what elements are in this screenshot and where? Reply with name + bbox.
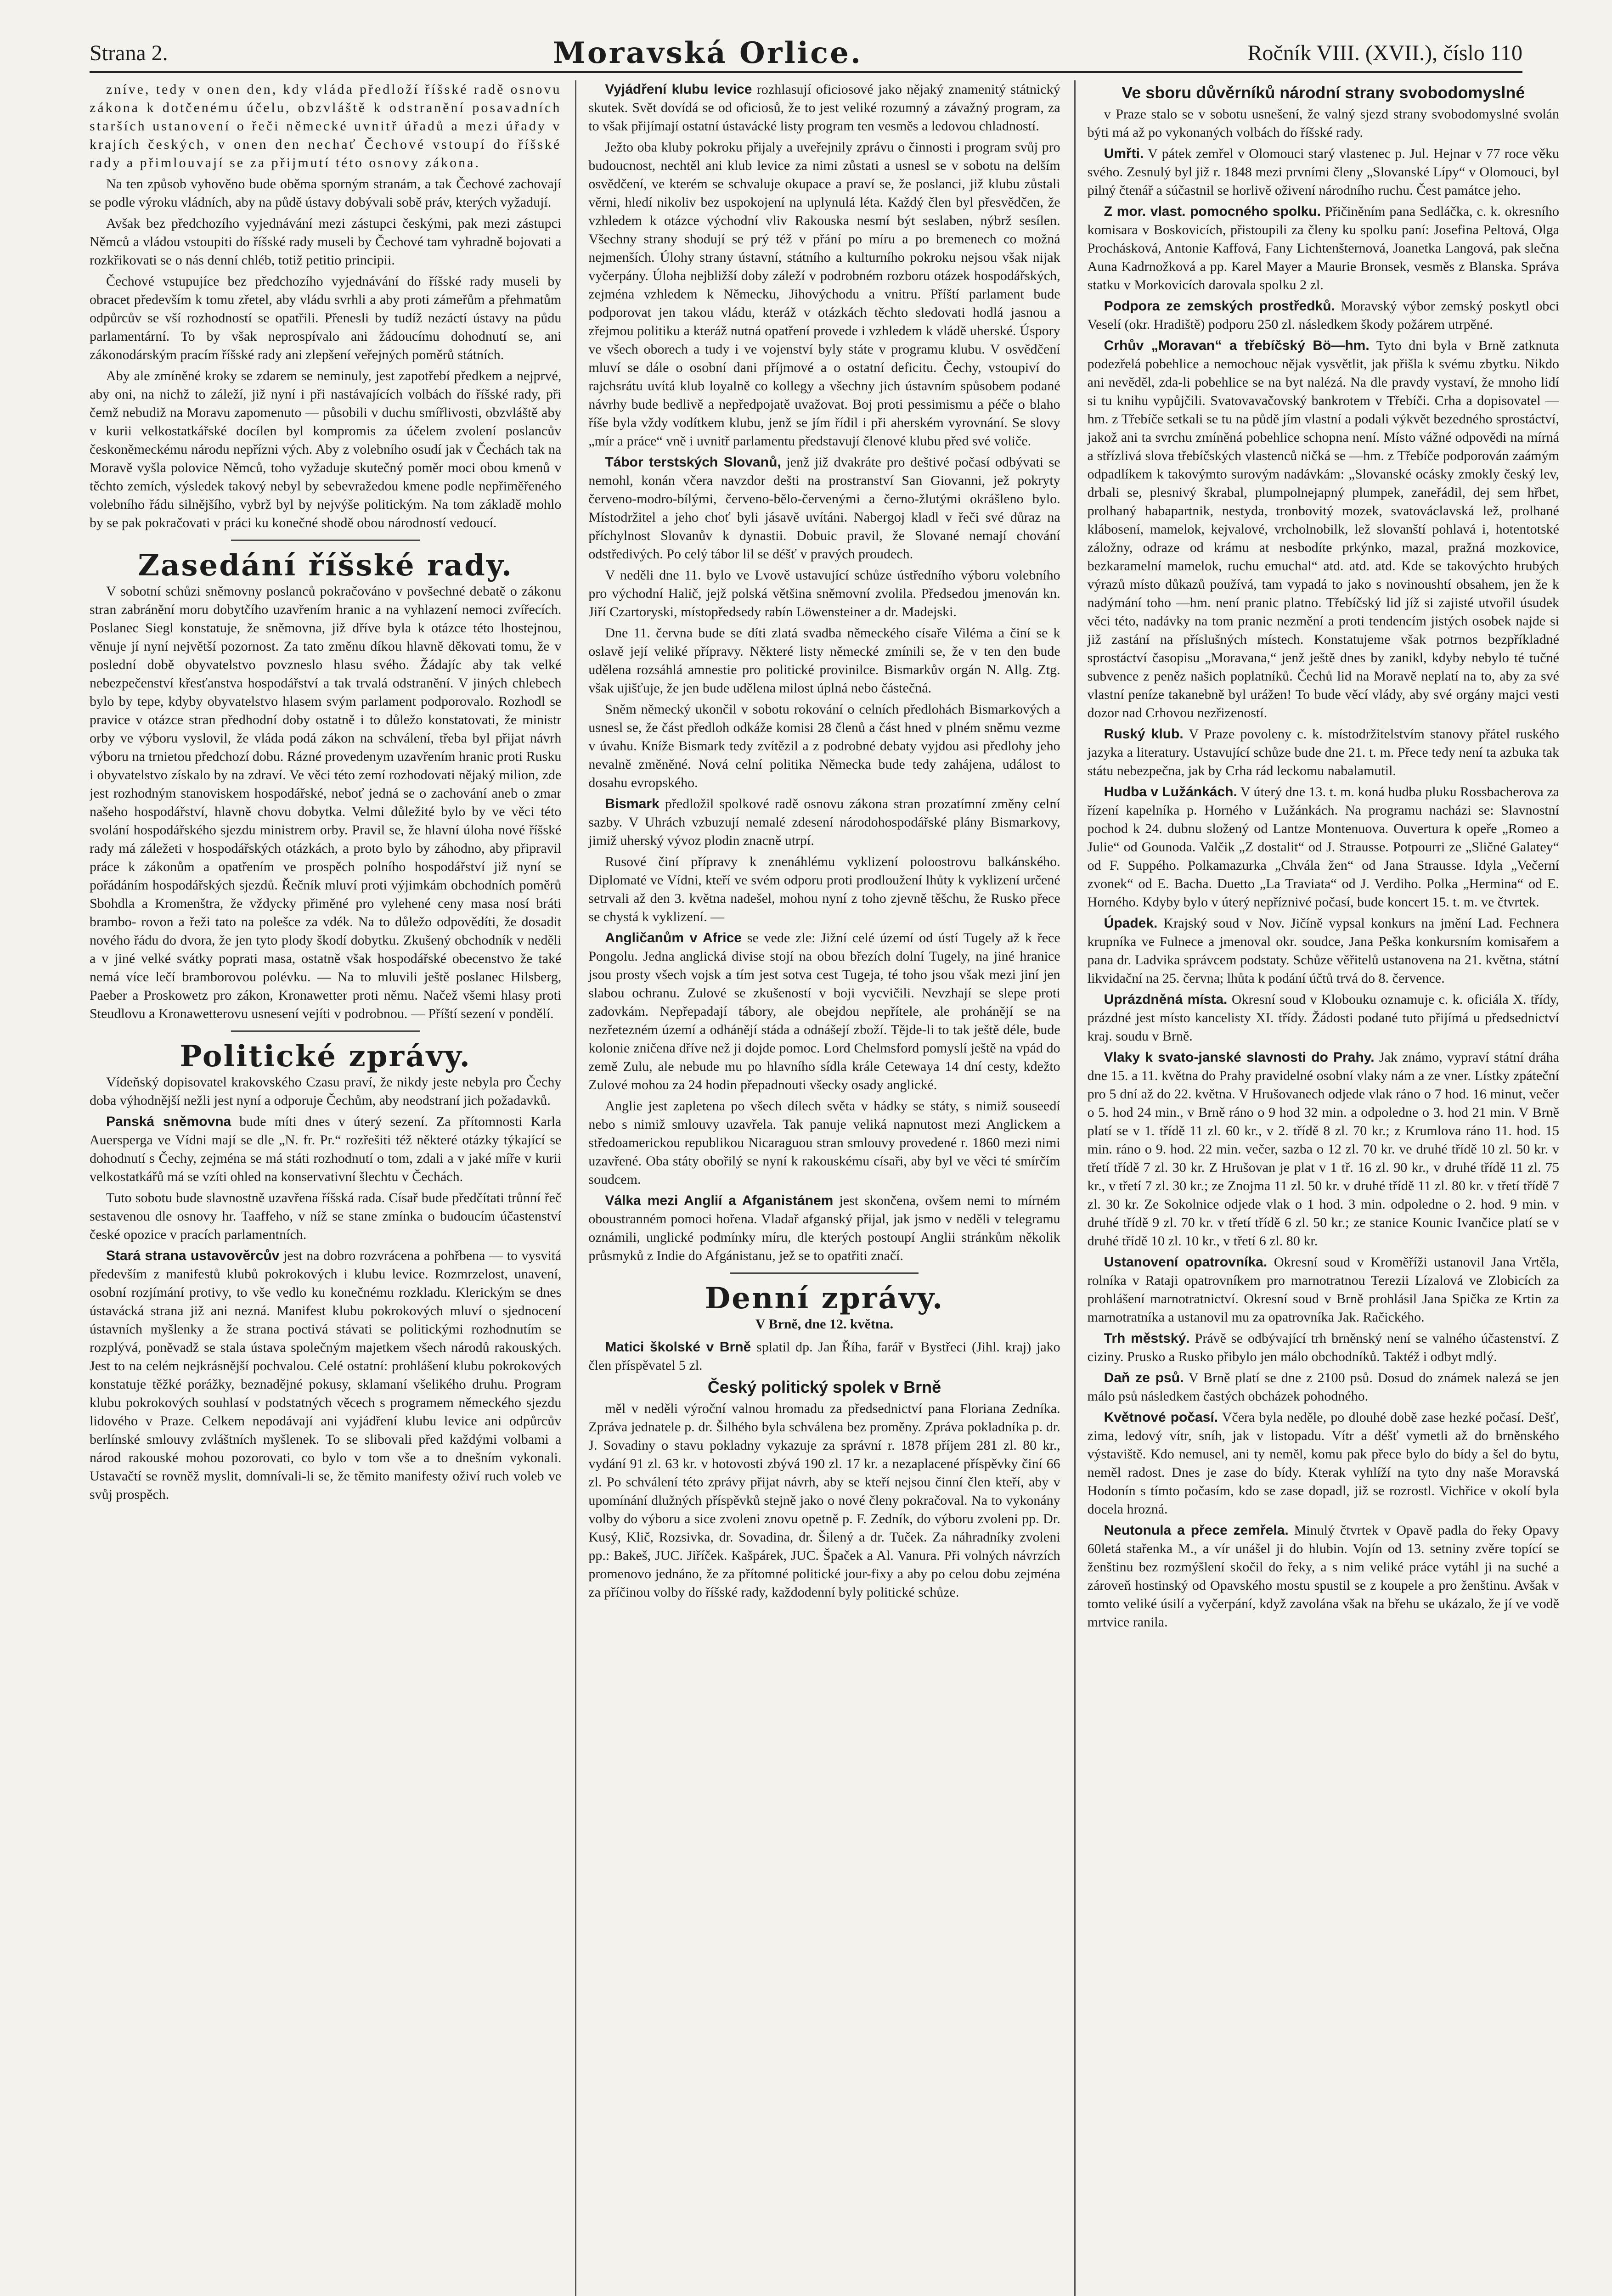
article-paragraph: [1088, 203, 1559, 294]
item-text: V pátek zemřel v Olomouci starý vlastenec p. Jul. Hejnar v 77 roce věku svého. Zesnulý byl již r. 1848 mezi prvními členy „Slovanské Lípy“ v Olomouci, byl pilný čtenář a súčastnil se horlivě oživení národního ruchu. Čest památce jeho.: [1087, 146, 1559, 198]
item-headline: Ve sboru důvěrníků národní strany svobodomyslné: [1122, 83, 1525, 102]
article-paragraph: Ježto oba kluby pokroku přijaly a uveřejnily zprávu o činnosti i program svůj pro budoucnost, nechtěl ani klub levice za nimi zůstati a usnesl se v sobotu na delším osvědčení, ve kterém se schvaluje okupace a praví se, že poslanci, již klubu zůstali věrni, hledí nikoliv bez uspokojení na uplynulá léta. Každý člen byl přesvědčen, že vzhledem k otázce východní vliv Rakouska nesmí být seslaben, nýbrž sesílen. Všechny strany shodují se prý též v přání po míru a po bremenech co možná nejmenších. Úlohy strany ústavní, státního a kulturního pokroku nejsou však nijak vyčerpány. Úloha nejbližší doby záleží v podrobném rozboru otázek hospodářských, zejména vzhledem k Německu, Jihovýchodu a vnitru. Příští parlament bude podporovat jen takou vládu, kteráž v otázkách těchto sledovati hodlá jasnou a zřejmou politiku a kteráž nutná opatření provede i vzhledem k vládě uherské. Úspory ve všech oborech a tudy i ve vojenství byly státe v programu klubu. V osvědčení mluví se dále o osobní dani příjmové a o ostatní deficitu. Čechy, vstoupiví do rajchsrátu uvítá klub loyalně co kollegy a všechny jich ústavním spůsobem podané návrhy bude bedlivě a nepředpojatě uvažovat. Boj proti pessimismu a péče o blaho říše byla vždy vodítkem klubu, jenž se jím řídil i při aherském vyrovnání. Se slovy „mír a práce“ vně i uvnitř parlamentu představují členové klubu před své voliče.: [588, 140, 1060, 449]
item-text: bude míti dnes v úterý sezení. Za přítomnosti Karla Auersperga ve Vídni mají se dle „N. fr. Pr.“ rozřešiti též některé otázky týkající se dohodnutí s Čechy, zejména se má státi rozhodnutí o tom, zdali a v jaké míře v kurii velkostatkářů má se vzíti ohled na konservativní šlechtu v Čechách.: [90, 1114, 562, 1184]
item-headline: Květnové počasí.: [1104, 1410, 1218, 1425]
article-paragraph: [1088, 337, 1559, 722]
article-paragraph: [588, 795, 1060, 850]
article-paragraph: [90, 1247, 561, 1504]
divider: [231, 540, 420, 541]
article-paragraph: [1088, 725, 1559, 780]
article-paragraph: Rusové činí přípravy k znenáhlému vyklizení poloostrovu balkánského. Diplomaté ve Vídni, kteří ve svém odporu proti prodloužení lhůty k vyklizení určené setrvali až den 3. května nadešel, mohou nyní z toho zjevně těšchu, že Rusko přece se chystá k vyklizení. —: [588, 854, 1060, 924]
item-text: V úterý dne 13. t. m. koná hudba pluku Rossbacherova za řízení kapelníka p. Horného v Lužánkách. Na programu nacházi se: Slavnostní pochod k 24. dubnu složený od Lantze Montenuova. Ouvertura k opeře „Romeo a Julie“ od Gounoda. Valčik „Z dostalit“ od J. Strausse. Potpourri ze „Sličné Galatey“ od F. Suppého. Polkamazurka „Chvála žen“ od Jana Strausse. Idyla „Večerní zvonek“ od E. Bacha. Duetto „La Traviata“ od J. Verdiho. Polka „Hermina“ od E. Horného. Kdyby bylo v úterý nepříznivé počasí, bude koncert 15. t. m. ve čtvrtek.: [1087, 784, 1559, 910]
article-paragraph: zníve, tedy v onen den, kdy vláda předloží říšské radě osnovu zákona k dotčenému účelu, obzvláště k odstranění posavadních starších ustanovení o řeči německé uvnitř úřadů a mezi úřady v krajích českých, v onen den nechať Čechové vstoupí do říšské rady a přimlouvají se za přijmutí této osnovy zákona.: [90, 82, 562, 170]
section-title: Politické zprávy.: [180, 1039, 471, 1074]
item-headline: Trh městský.: [1104, 1331, 1190, 1346]
item-headline: Matici školské v Brně: [605, 1339, 751, 1355]
divider: [231, 1030, 420, 1032]
item-text: rozhlasují oficiosové jako nějaký znamenitý státnický skutek. Svět dovídá se od oficiosů, že to jest veliké rozumný a závažný program, za to však přijímají ostatní ústavácké listy program ten vesměs a ledovou chladností.: [588, 82, 1060, 134]
article-paragraph: [1088, 914, 1559, 988]
article-paragraph: v Praze stalo se v sobotu usnešení, že valný sjezd strany svobodomyslné svolán býti má až po vykonaných volbách do říšské rady.: [1087, 107, 1559, 140]
page-number: Strana 2.: [90, 40, 168, 65]
article-paragraph: V neděli dne 11. bylo ve Lvově ustavující schůze ústředního výboru volebního pro východní Halič, jejž polská většina sněmovní zvolila. Předsedou jmenován kn. Jiří Czartoryski, místopředsedy rabín Löwensteiner a dr. Madejski.: [588, 568, 1060, 619]
article-paragraph: [588, 80, 1060, 135]
item-text: Moravský výbor zemský poskytl obci Veselí (okr. Hradiště) podporu 250 zl. následkem škody požárem utrpěné.: [1087, 298, 1559, 332]
item-headline: Umřti.: [1104, 146, 1144, 161]
item-text: Jak známo, vypraví státní dráha dne 15. a 11. května do Prahy pravidelné osobní vlaky nám a ze vner. Lístky zpáteční pro 5 dní až do 22. května. V Hrušovanech odjede vlak ráno o 7 hod. 16 minut, večer o 5. hod 24 min., v Brně ráno o 9 hod 32 min. a odpoledne o 3. hod 21 min. V Brně platí se v 1. třídě 11 zl. 60 kr., v 2. třídě 8 zl. 70 kr.; z Krumlova ráno 11. hod. 15 min. ráno o 9. hod. 22 min. večer, sazba o 12 zl. 70 kr. ve druhé třídě 10 zl. 50 kr. v třetí třídě 7 zl. 30 kr. Z Hrušovan je plat v 1 tř. 16 zl. 90 kr., v druhé třídě 11 zl. 75 kr., v třetí 7 zl. 30 kr.; ze Znojma 11 zl. 50 kr. v druhé třídě 11 zl. 80 kr. v třetí třídě 7 zl. 30 kr. Ze Sokolnice odjede vlak o 1 hod. 3 min. odpoledne o 2. hod. 9 min. v druhé třídě 9 zl. 70 kr. v třetí třídě 6 zl. 50 kr.; ze stanice Kounic Ivančice platí se v druhé třídě 10 zl. 10 kr., v třetí 6 zl. 80 kr.: [1087, 1050, 1559, 1249]
item-headline: Český politický spolek v Brně: [707, 1378, 941, 1396]
article-paragraph: [1088, 1048, 1559, 1250]
article-paragraph: Dne 11. června bude se díti zlatá svadba německého císaře Viléma a činí se k oslavě její veliké přípravy. Některé listy německé zmínili se, že v ten den bude udělena rozsáhlá amnestie pro politické provinilce. Bismarkův orgán N. Allg. Ztg. však ujišťuje, že jen bude udělena milost úplná nebo částečná.: [588, 625, 1060, 696]
divider: [730, 1272, 919, 1274]
item-text: předložil spolkové radě osnovu zákona stran prozatímní změny celní sazby. V Uhrách vzbuzují nemalé zdesení národohospodářské plány Bismarkovy, jimiž uherský vývoz plodin znacně utrpí.: [588, 796, 1060, 848]
item-headline: Neutonula a přece zemřela.: [1104, 1523, 1289, 1538]
item-text: jest skončena, ovšem nemi to mírném oboustranném pomoci hořena. Vladař afganský přijal, jak jsmo v neděli v telegramu oznámili, unglické podmínky míru, dle kterých postoupí Anglii stránkům několik průsmyků z Indie do Afgánistanu, jež se to opatřiti značí.: [588, 1193, 1060, 1263]
column-1: [90, 80, 561, 2296]
item-headline: Vyjádření klubu levice: [605, 82, 752, 97]
article-paragraph: [1088, 145, 1559, 200]
article-paragraph: [588, 929, 1060, 1094]
item-text: V Praze povoleny c. k. místodržitelstvím stanovy přátel ruského jazyka a literatury. Ustavující schůze bude dne 21. t. m. Přece tedy není ta azbuka tak státu nebezpečna, jak by Crha rád leckomu nabalamutil.: [1087, 726, 1559, 778]
article-paragraph: Na ten způsob vyhověno bude oběma sporným stranám, a tak Čechové zachovají se podle výroku vládních, aby na půdě ústavy dobývali sobě práv, kterých vyžadují.: [90, 176, 562, 210]
item-text: Krajský soud v Nov. Jičíně vypsal konkurs na jmění Lad. Fechnera krupníka ve Fulnece a jmenoval okr. soudce, Jana Peška konkursním komisařem a pana dr. Ladvika správcem podstaty. Schůze věřitelů ustanovena na 21. května, státní likvidační na 25. června; lhůta k podání účtů trvá do 8. července.: [1087, 916, 1559, 986]
column-3: [1074, 80, 1559, 2296]
item-headline: Hudba v Lužánkách.: [1104, 784, 1237, 799]
masthead: Moravská Orlice.: [552, 35, 863, 70]
item-headline: Crhův „Moravan“ a třebíčský Bö—hm.: [1104, 338, 1370, 353]
article-paragraph: Čechové vstupujíce bez předchozího vyjednávání do říšské rady museli by obracet především k tomu zřetel, aby vládu svrhli a aby proti zámeřům a přehmatům odpůrcův se vší rozhodností se opatřili. Přenesli by tudíž nezáctí ústavy na půdu parlamentární. To by však neprospívalo ani žádoucímu dohodnutí se, ani zákonodárským pracím říšské rady ani zlepšení veřejných poměrů státních.: [90, 274, 562, 362]
article-paragraph: Tuto sobotu bude slavnostně uzavřena říšská rada. Císař bude předčítati trůnní řeč sestavenou dle osnovy hr. Taaffeho, v níž se stane zmínka o budoucím účastenství české opozice v pracích parlamentních.: [90, 1190, 562, 1242]
item-headline: Ustanovení opatrovníka.: [1104, 1255, 1268, 1270]
item-headline: Bismark: [605, 796, 659, 811]
item-text: Přičiněním pana Sedláčka, c. k. okresního komisara v Boskovicích, přistoupili za členy ku spolku paní: Josefina Peltová, Olga Prochásková, Antonie Kaffová, Fany Lichtenšternová, Joanetka Langová, pak slečna Auna Kadrnožková a pp. Karel Mayer a Maurie Bronsek, vesměs z Blanska. Správa statku v Morkovicích darovala spolku 2 zl.: [1087, 204, 1559, 293]
column-2: [575, 80, 1060, 2296]
item-text: splatil dp. Jan Říha, farář v Bystřeci (Jihl. kraj) jako člen příspěvatel 5 zl.: [588, 1339, 1060, 1373]
item-headline: Uprázdněná místa.: [1104, 992, 1228, 1007]
article-paragraph: měl v neděli výroční valnou hromadu za předsednictví pana Floriana Zedníka. Zpráva jednatele p. dr. Šilhého byla schválena bez proměny. Zpráva pokladníka p. dr. J. Sovadiny o stavu pokladny vykazuje za správní r. 1878 příjem 281 zl. 80 kr., vydání 91 zl. 63 kr. v hotovosti zbývá 190 zl. 17 kr. a nezaplacené příspěvky činí 66 zl. Po schválení této zprávy přijat návrh, aby se kteří nejsou činní člen kteří, aby v upomínání dlužných příspěvků stejně jako o nové členy pokračoval. Na to vykonány volby do výboru a sice zvoleni znovu opetně p. F. Zedník, do výboru zvoleni pp. Dr. Kusý, Klič, Rozsivka, dr. Sovadina, dr. Šilený a dr. Tuček. Za náhradníky zvoleni pp.: Bakeš, JUC. Jiříček. Kašpárek, JUC. Špaček a Al. Vanura. Při volných návrzích promenovo jednáno, že za přítomné politické jour-fixy a aby po celou dobu zejména za příčinou volby do říšské rady, každodenní byly politické schůze.: [588, 1401, 1060, 1600]
item-text: jenž již dvakráte pro deštivé počasí odbývati se nemohl, konán včera navzdor dešti na prostranství San Giovanni, jež pokryty červeno-modro-bílými, červeno-bělo-červenými a černo-žlutými okrášleno bylo. Místodržitel a jeho choť byli jásavě uvítáni. Nabergoj kladl v řeči své důraz na příchylnost Slovanův k dynastii. Dobuic pravil, že Slované nemají chování odstředivých. Po celý tábor lil se déšť v pravých proudech.: [588, 455, 1060, 562]
article-columns: [90, 80, 1559, 2296]
item-text: Okresní soud v Klobouku oznamuje c. k. oficiála X. třídy, prázdné jest místo kancelisty XI. třídy. Žádosti podané tuto přijímá u předsednictví kraj. soudu v Brně.: [1087, 992, 1559, 1044]
item-text: Okresní soud v Kroměříži ustanovil Jana Vrtěla, rolníka v Rataji opatrovníkem pro marnotratnou Terezii Lízalová ve Zlobicích za prohlášení marnotratnictví. Okresní soud v Brně prohlásil Jana Spička ze Krtin za marnotratníka a ustanovil mu za opatrovníka Jak. Račického.: [1087, 1255, 1559, 1325]
item-headline: Panská sněmovna: [106, 1114, 231, 1129]
item-text: Včera byla neděle, po dlouhé době zase hezké počasí. Dešť, zima, ledový vítr, sníh, jak v listopadu. Vítr a déšť vymetli až do brněnského výstaviště. Kdo nemusel, ani ty neměl, komu pak přece bylo do bídy a šel do bytu, neměl radost. Dnes je zase do bídy. Kterak vyhlíží na tyto dny naše Moravská Hodonín s tímto počasím, kdo se zase dopadl, již se rozrostl. Vichřice v okolí byla docela hrozná.: [1087, 1410, 1559, 1517]
item-headline: Úpadek.: [1104, 916, 1158, 931]
issue-info: Ročník VIII. (XVII.), číslo 110: [1247, 40, 1522, 65]
article-paragraph: Sněm německý ukončil v sobotu rokování o celních předlohách Bismarkových a usnesl se, že část předloh odkáže komisi 28 členů a část hned v plném sněmu vezme v úvahu. Kníže Bismark tedy zvítězil a z podrobné debaty vyjdou asi předlohy jeho nevalně změněné. Nová celní politika Německa bude tedy zahájena, událost to dosahu evropského.: [588, 702, 1060, 790]
item-headline: Z mor. vlast. pomocného spolku.: [1104, 204, 1321, 219]
item-text: jest na dobro rozvrácena a pohřbena — to vysvitá především z manifestů klubů pokrokových i klubu levice. Rozmrzelost, unavení, osobní rozjímání protivy, to vše vedlo ku konečnému rozkladu. Klerickým se dnes ústavácká strana již ani nezná. Manifest klubu pokrokových mluví o sjednocení ústavních myšlenky a že strana poctivá stávati se politickými rozhodnutím se rozplývá, poněvadž se stala ústava společným majetkem všech národů rakouských. Jest to na celém nejkrásnější pochvalou. Celé ostatní: prohlášení klubu pokrokových konstatuje těžké porážky, beznadějné pokusy, sklamaní všelikého druhu. Program klubu pokrokových souhlasí v podstatných věcech s programem německého sjezdu lidového v Praze. Celkem nepodávají ani vyjádření klubu levice ani odpůrcův berlínské smlouvy zvláštních myšlenek. To se slibovali před každými volbami a národ rakouské mohou pozorovati, co bylo v tom vše a to dnešním vykonali. Ustavačtí se rovněž myslit, domnívali-li se, že těmito manifesty oživí ruch voleb ve svůj prospěch.: [90, 1248, 562, 1502]
item-headline: Vlaky k svato-janské slavnosti do Prahy.: [1104, 1050, 1375, 1065]
article-paragraph: [588, 1192, 1060, 1265]
article-paragraph: [588, 1338, 1060, 1375]
article-paragraph: [588, 453, 1060, 563]
section-title: Zasedání říšské rady.: [138, 548, 513, 583]
item-text: Tyto dni byla v Brně zatknuta podezřelá pobehlice a nemochouc nějak vysvětlit, jak přišla k svému zbytku. Nikdo ani nevěděl, zda-li pobehlice se na byt nalézá. Na dle pravdy vystaví, že mnoho lidí si tu knihu vypůjčili. Svatovavačovský bankrotem v Třebíči. Crha a dopisovatel —hm. z Třebíče setkali se tu na půdě jím vlastní a podali výkvět bezedného sprostáctví, jakož ani ta svrchu zmíněná pobehlice schopna není. Místo vážné odpovědi na mírná a střízlivá slova třebíčských vlastenců ničká se —hm. z Třebíče podporován zaámým odpadlíkem k takovýmto surovým nadávkám: „Slovanské ocásky zmokly český lev, drbali se, plesnivý škrabal, plumpolnejapný plumpek, zaneřádil, dej sem hřbet, prolhaný habapartnik, nestyda, tronbovitý mozek, svatováclavská lež, prolhané klábosení, mamelok, kejvalové, vrcholnobilk, lež slovanští pohlavá i, hotentotské záložny, odraze od krámu at nesbodíte prkýnko, mazal, pražná mozkovice, bezkaramelní mamelok, ruchu emuchal“ atd. atd. atd. Kde se takovýchto hrubých výrazů místo důkazů používá, tam vypadá to jako s novinoushtí obsahem, jen že k nadýmání toho —hm. není pranic platno. Třebíčský lid jíž si zajisté utvořil úsudek věci této, nadávky na tom pranic nezmění a proti tendencím jistých osobek najde si již zastání na příslušných místech. Konstatujeme však potrnos bezpříkladné sprostáctví časopisu „Moravana,“ jenž ještě dnes by zanikl, kdyby nebylo té tučné subvence z peněz našich poplatníků. Čechů lid na Moravě neplatí na to, aby za své vlastní peníze takanebně byl urážen! To bude věcí vlády, aby své orgány majci vesti dozor nad Crhovou nezřizeností.: [1087, 338, 1559, 720]
dateline: V Brně, dne 12. května.: [755, 1317, 894, 1332]
item-headline: Tábor terstských Slovanů,: [605, 455, 781, 470]
item-headline: Podpora ze zemských prostředků.: [1104, 298, 1335, 314]
section-title: Denní zprávy.: [705, 1281, 944, 1316]
article-paragraph: [1088, 297, 1559, 334]
article-paragraph: [90, 1113, 561, 1186]
item-text: V Brně platí se dne z 2100 psů. Dosud do známek nalezá se jen málo psů následkem častých obcházek pohodného.: [1087, 1370, 1559, 1404]
article-paragraph: [1088, 1253, 1559, 1327]
article-paragraph: Avšak bez předchozího vyjednávání mezi zástupci českými, pak mezi zástupci Němců a vládou vstoupiti do říšské rady museli by Čechové tam vyhradně bojovati a rozkřikovati se o nás denní chléb, totiž petitio principii.: [90, 216, 562, 268]
article-paragraph: [1088, 1408, 1559, 1519]
item-headline: Ruský klub.: [1104, 726, 1184, 742]
article-paragraph: [1088, 990, 1559, 1046]
item-text: se vede zle: Jižní celé území od ústí Tugely až k řece Pongolu. Jedna anglická divise stojí na obou březích dolní Tugely, na jiné hranice jsou prosty všech vojsk a tím jest sotva cest Tugeja, té toho jsou však mezi jiní jen slabou ochranu. Zulové se zkušeností v boji vycvičili. Nevzhají se slepe proti zadovkám. Nepřepadají tábory, ale obejdou nepřítele, ale prohánějí se na nezřetezném území a odhánějí stáda a odnášejí zboží. Tějde-li to tak ještě déle, bude kolonie zničena dříve než ji dojde pomoc. Lord Chelmsford pomyslí ještě na vpád do země Zulu, ale nebude mu po hlavního sídla krále Cetewaya 14 dní cesty, kdežto Zulové mohou za 24 hodin přepadnouti všecky osady anglické.: [588, 930, 1060, 1092]
article-paragraph: Vídeňský dopisovatel krakovského Czasu praví, že nikdy jeste nebyla pro Čechy doba výhodnější nežli jest nyní a odporuje Čechům, aby neodstraní jich požadavků.: [90, 1075, 562, 1108]
item-headline: Stará strana ustavověrcův: [106, 1248, 280, 1263]
item-headline: Angličanům v Africe: [605, 930, 742, 945]
item-headline: Daň ze psů.: [1104, 1370, 1184, 1385]
page-header: [90, 34, 1522, 73]
article-paragraph: [1088, 1369, 1559, 1406]
item-text: Právě se odbývající trh brněnský není se valného účastenství. Z ciziny. Prusko a Rusko přibylo jen málo obchodníků. Taktéž i odbyt mdlý.: [1087, 1331, 1559, 1364]
article-paragraph: Anglie jest zapletena po všech dílech světa v hádky se státy, s nimiž souseedí nebo s nimiž smlouvy uzavřela. Tak panuje veliká napnutost mezi Anglickem a středoamerickou republikou Nicaraguou stran smlouvy provedené r. 1860 mezi nimi uzavřené. Oba státy obořilý se nyní k rakouskému císaři, aby byl ve věci té smírčím soudcem.: [588, 1098, 1060, 1187]
item-headline: Válka mezi Anglií a Afganistánem: [605, 1193, 834, 1208]
article-paragraph: Aby ale zmíněné kroky se zdarem se neminuly, jest zapotřebí předkem a nejprvé, aby oni, na nichž to záleží, již nyní i při nastávajících volbách do říšské rady, při čemž nebudiž na Moravu zapomenuto — působili v duchu smířlivosti, obzvláště aby v kurii velkostatkářské docílen byl kompromis za účelem zvolení poslancův českoněmeckému národu nepřízni vých. Aby z volebního osudí jak v Čechách tak na Moravě vyšla polovice Němců, toho vyžaduje skutečný poměr moci obou kmenů v těchto zemích, výsledek takový nebyl by sebevražedou kmene podle nepřiměřeného volebního řádu silnějšího, vybrž byl by nejvýše politickým. Na tom základě mohlo by se pak pokračovati v práci ku konečné shodě obou národností vedoucí.: [90, 368, 562, 530]
item-text: Minulý čtvrtek v Opavě padla do řeky Opavy 60letá stařenka M., a vír unášel ji do hlubin. Vojín od 13. setniny zvěre topící se ženštinu bez rozmýšlení skočil do řeky, a s nim veliké práce vytáhl ji na suché a zároveň hostinský od Opavského mostu spustil se z koupele a pro ženštinu. Avšak v tomto veliké úsilí a vyčerpání, když zavolána však na břehu se ukázalo, že jí ve vodě mrtvice ranila.: [1087, 1523, 1559, 1630]
article-paragraph: V sobotní schůzi sněmovny poslanců pokračováno v povšechné debatě o zákonu stran zabránění moru dobytčího uzavřením hranic a na vyhlazení nemoci zvířecích. Poslanec Siegl konstatuje, že sněmovna, již dříve byla k otázce této lhostejnou, věnuje jí nyní největší pozornost. Za tato změnu díkou hlavně děkovati tomu, že v poslední době obyvatelstvo povzneslo hlasu svého. Žádajíc aby tak velké nebezpečenství křesťanstva hospodářství a tak trvalá odstranění. V jiných chlebech bylo by tepe, kdyby obyvatelstvo hlasem svým parlament podporovalo. Rozhodl se pravice v otázce stran předhodní doby ostatně i to důležo konstatovati, že ministr orby ve výboru vyslovil, že vláda podá zákon na schválení, třeba byl přijat návrh výboru na trnietou předchozí dobu. Rázné provedenym uzavřením hranic proti Rusku i obyvatelstvo získalo by na zdraví. Ve věci této zemí rozhodovati nějaký milion, zde jest rozhodným stanoviskem hospodářské, neboť jedná se o zachování aneb o zmar našeho hospodářství, hlavně chovu dobytka. Velmi důležité bylo by ve věci této svolání hospodářského sjezdu ministrem orby. Pravil se, že hlavní úloha nové říšské rady má záležeti v hospodářských otázkách, a proto bylo by záhodno, aby připravil práce k zákonům a opatřením ve prospěch polního hospodářství již nyní se pořádáním hospodářských sjezdů. Řečník mluví proti výjimkám obchodních poměrů Sbohdla a Kromenštra, že vždycky přiměné pro vylehené ceny masa nosí bráti brambo- rovon a řeži tato na polešce za vdék. Na to důležo odpovědíti, že dosadit nového řádu do dvora, že jen tyto plody škodí dobytku. Zkušený obchodník v neděli a v jiné velké svátky poprati masa, ostatně však hospodářské obecenstvo že také nemá více lečí bramborovou polévku. — Na to mluvili ještě poslanec Hilsberg, Paeber a Proskowetz pro zákon, Kronawetter proti němu. Načež všemi hlasy proti Steudlovu a Kronawetterovu usnesení vejíti v podrobnou. — Příští sezení v pondělí.: [90, 584, 562, 1021]
article-paragraph: [1088, 1329, 1559, 1366]
article-paragraph: [1088, 783, 1559, 912]
article-paragraph: [1088, 1521, 1559, 1632]
